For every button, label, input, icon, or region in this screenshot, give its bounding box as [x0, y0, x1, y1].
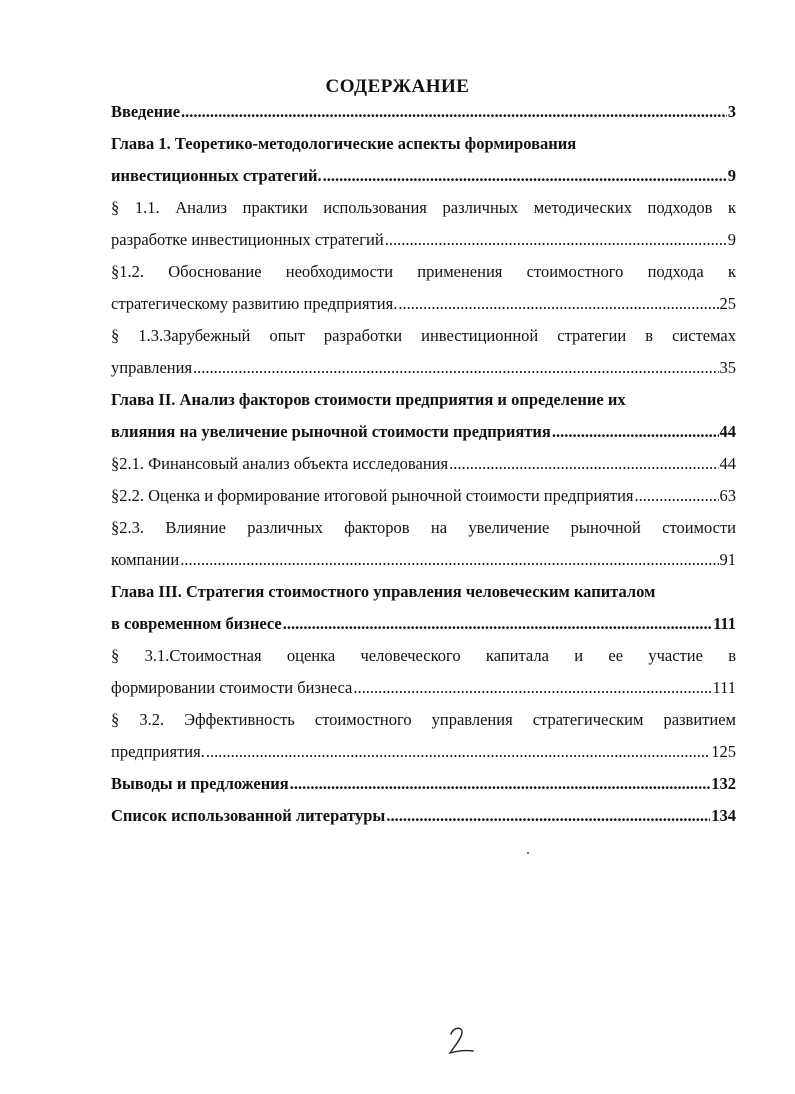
toc-entry-text: в современном бизнесе: [111, 614, 282, 633]
toc-page-number: 25: [719, 294, 736, 313]
toc-entry-section-1-1[interactable]: § 1.1. Анализ практики использования различных методических подходов к: [111, 198, 736, 217]
toc-entry-section-2-3-cont[interactable]: [111, 544, 736, 576]
dot-leader: [180, 544, 718, 576]
toc-entry-text: компании: [111, 550, 180, 569]
dot-leader: [385, 224, 727, 256]
dot-leader: [398, 288, 718, 320]
dot-leader: [290, 768, 711, 800]
toc-entry-text: управления: [111, 358, 193, 377]
dot-leader: [181, 96, 727, 128]
dot-leader: [193, 352, 718, 384]
toc-entry-introduction[interactable]: [111, 96, 736, 128]
toc-entry-text: влияния на увеличение рыночной стоимости предприятия: [111, 422, 551, 441]
dot-leader: [449, 448, 718, 480]
toc-entry-conclusions[interactable]: [111, 768, 736, 800]
toc-page-number: 111: [712, 678, 736, 697]
toc-page-number: 91: [719, 550, 736, 569]
toc-entry-text: Глава III. Стратегия стоимостного управления человеческим капиталом: [111, 582, 656, 601]
toc-page-number: 9: [727, 166, 736, 185]
toc-page-number: 44: [719, 422, 736, 441]
toc-entry-section-1-3-cont[interactable]: [111, 352, 736, 384]
toc-entry-section-2-1[interactable]: [111, 448, 736, 480]
toc-entry-section-2-2[interactable]: [111, 480, 736, 512]
toc-entry-references[interactable]: [111, 800, 736, 832]
toc-entry-text: инвестиционных стратегий.: [111, 166, 322, 185]
toc-entry-chapter-2[interactable]: [111, 384, 736, 416]
toc-entry-section-2-3[interactable]: §2.3. Влияние различных факторов на увеличение рыночной стоимости: [111, 518, 736, 537]
dot-leader: [283, 608, 712, 640]
toc-entry-text: Глава II. Анализ факторов стоимости предприятия и определение их: [111, 390, 626, 409]
toc-entry-chapter-3-cont[interactable]: [111, 608, 736, 640]
dot-leader: [323, 160, 727, 192]
toc-page-number: 9: [727, 230, 736, 249]
toc-entry-chapter-3[interactable]: [111, 576, 736, 608]
toc-page-number: 35: [719, 358, 736, 377]
toc-entry-text: Список использованной литературы: [111, 806, 386, 825]
toc-page-number: 125: [711, 742, 736, 761]
dot-leader: [552, 416, 719, 448]
toc-entry-section-3-2[interactable]: § 3.2. Эффективность стоимостного управления стратегическим развитием: [111, 710, 736, 729]
toc-page-number: 132: [711, 774, 736, 793]
toc-entry-section-1-1-cont[interactable]: [111, 224, 736, 256]
toc-page-number: 134: [711, 806, 736, 825]
table-of-contents: [111, 96, 736, 832]
toc-page-number: 63: [719, 486, 736, 505]
scan-speck: [527, 852, 529, 854]
toc-page-number: 3: [727, 102, 736, 121]
dot-leader: [635, 480, 719, 512]
toc-entry-chapter-1-cont[interactable]: [111, 160, 736, 192]
toc-entry-section-1-2-cont[interactable]: [111, 288, 736, 320]
toc-entry-text: Глава 1. Теоретико-методологические аспекты формирования: [111, 134, 577, 153]
page-title: СОДЕРЖАНИЕ: [325, 76, 470, 97]
toc-entry-section-1-3[interactable]: § 1.3.Зарубежный опыт разработки инвестиционной стратегии в системах: [111, 326, 736, 345]
toc-entry-text: Введение: [111, 102, 181, 121]
toc-entry-text: Выводы и предложения: [111, 774, 289, 793]
toc-entry-section-3-2-cont[interactable]: [111, 736, 736, 768]
toc-entry-text: стратегическому развитию предприятия.: [111, 294, 398, 313]
dot-leader: [206, 736, 710, 768]
toc-entry-text: §2.1. Финансовый анализ объекта исследования: [111, 454, 449, 473]
toc-entry-text: разработке инвестиционных стратегий: [111, 230, 384, 249]
handwritten-page-number: [445, 1024, 479, 1058]
toc-entry-section-3-1[interactable]: § 3.1.Стоимостная оценка человеческого капитала и ее участие в: [111, 646, 736, 665]
toc-entry-text: §2.2. Оценка и формирование итоговой рыночной стоимости предприятия: [111, 486, 634, 505]
toc-entry-text: формировании стоимости бизнеса: [111, 678, 353, 697]
dot-leader: [386, 800, 710, 832]
toc-entry-section-3-1-cont[interactable]: [111, 672, 736, 704]
toc-entry-text: предприятия.: [111, 742, 205, 761]
toc-entry-chapter-2-cont[interactable]: [111, 416, 736, 448]
toc-page-number: 44: [719, 454, 736, 473]
toc-entry-section-1-2[interactable]: §1.2. Обоснование необходимости применения стоимостного подхода к: [111, 262, 736, 281]
dot-leader: [353, 672, 711, 704]
toc-entry-chapter-1[interactable]: [111, 128, 736, 160]
toc-page-number: 111: [713, 614, 736, 633]
